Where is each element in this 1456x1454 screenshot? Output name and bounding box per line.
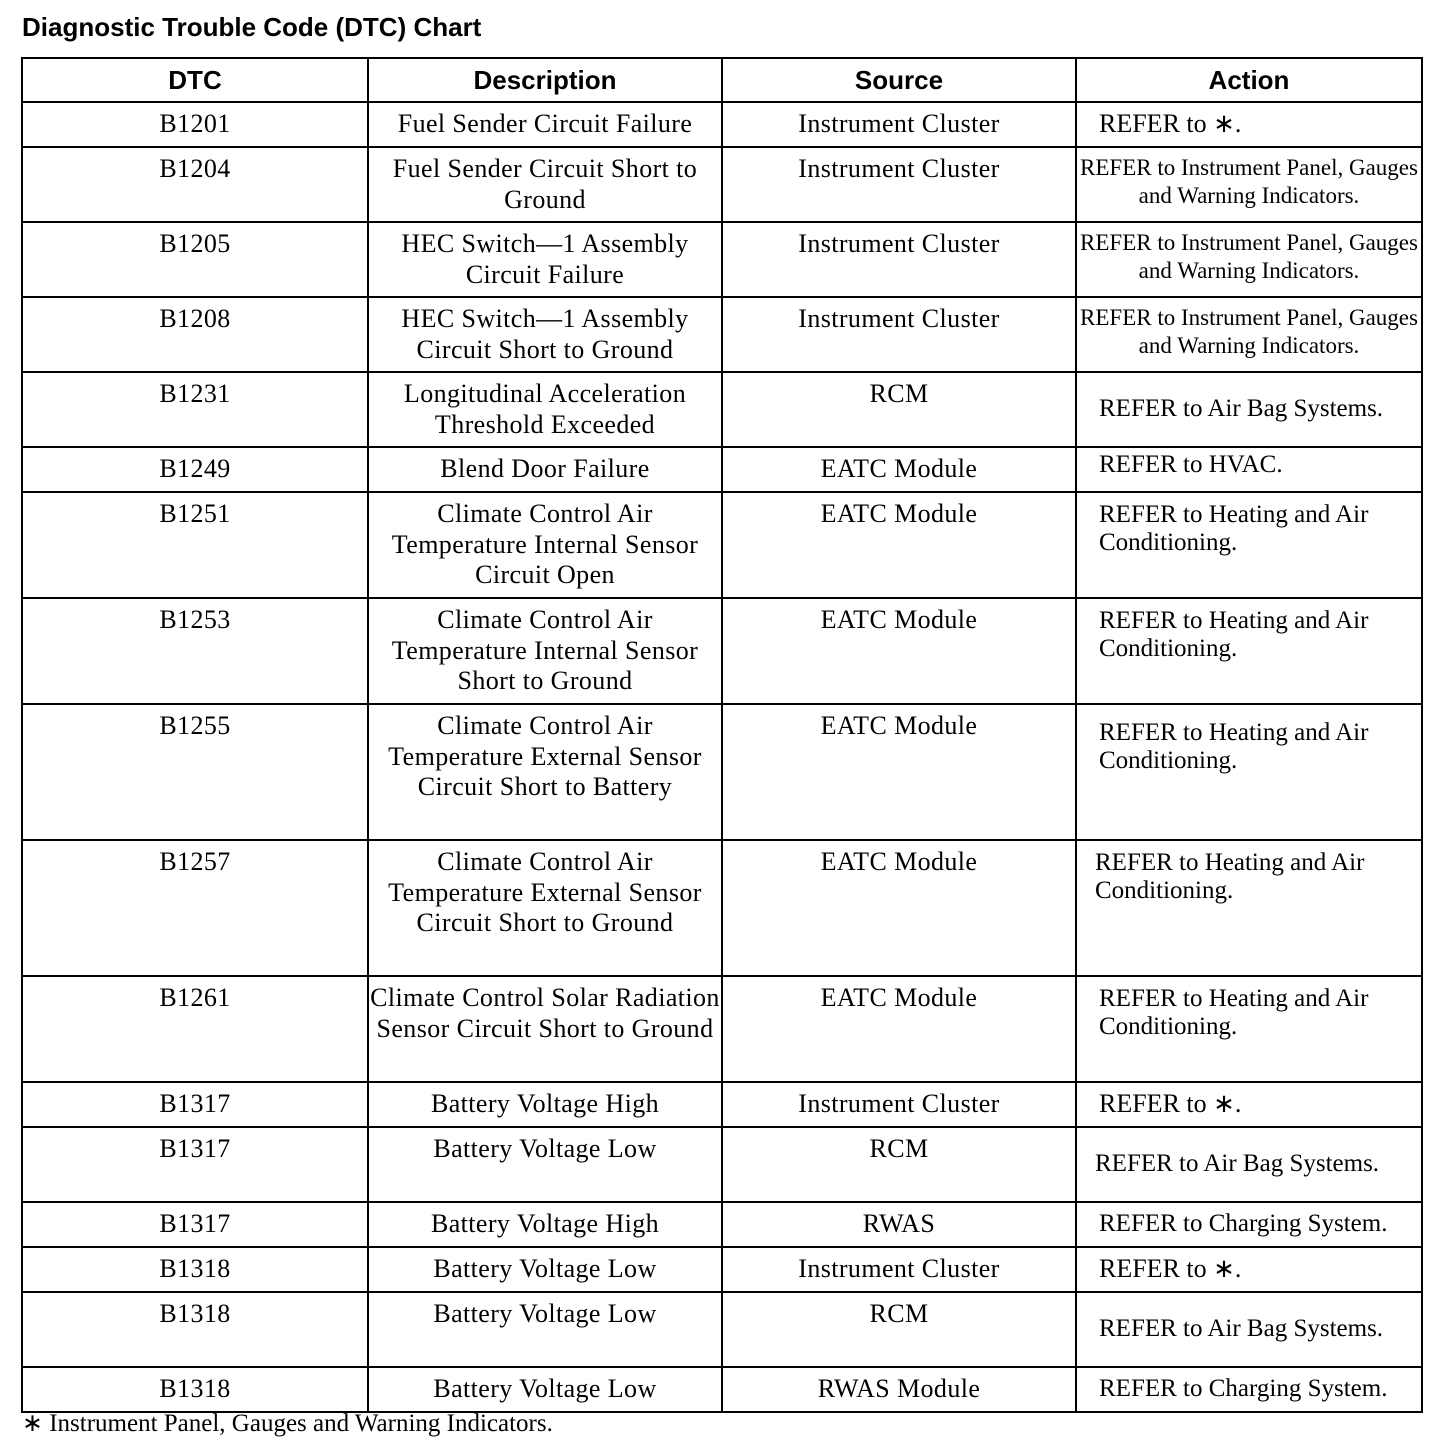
action-cell: REFER to Air Bag Systems. [1076, 1292, 1422, 1367]
source-cell: EATC Module [722, 976, 1076, 1082]
description-cell: Longitudinal Acceleration Threshold Exceeded [368, 372, 722, 447]
description-cell: Fuel Sender Circuit Short to Ground [368, 147, 722, 222]
page-title: Diagnostic Trouble Code (DTC) Chart [22, 12, 482, 42]
source-cell: RCM [722, 372, 1076, 447]
action-cell: REFER to Instrument Panel, Gauges and Warning Indicators. [1076, 147, 1422, 222]
footnote: ∗ Instrument Panel, Gauges and Warning Indicators. [22, 1410, 553, 1437]
action-cell: REFER to ∗. [1076, 1082, 1422, 1127]
table-row [22, 976, 1422, 1082]
action-cell: REFER to ∗. [1076, 1247, 1422, 1292]
source-cell: Instrument Cluster [722, 1082, 1076, 1127]
source-cell: RCM [722, 1127, 1076, 1202]
description-cell: Climate Control Air Temperature Internal Sensor Circuit Open [368, 492, 722, 598]
dtc-cell: B1201 [22, 102, 368, 147]
dtc-cell: B1318 [22, 1367, 368, 1412]
description-cell: Blend Door Failure [368, 447, 722, 492]
table-row [22, 1247, 1422, 1292]
description-cell: HEC Switch—1 Assembly Circuit Short to Ground [368, 297, 722, 372]
description-cell: Fuel Sender Circuit Failure [368, 102, 722, 147]
dtc-cell: B1231 [22, 372, 368, 447]
table-row [22, 1367, 1422, 1412]
dtc-cell: B1317 [22, 1202, 368, 1247]
description-cell: Climate Control Air Temperature External Sensor Circuit Short to Battery [368, 704, 722, 840]
action-cell: REFER to Air Bag Systems. [1076, 372, 1422, 447]
dtc-cell: B1318 [22, 1292, 368, 1367]
table-row [22, 840, 1422, 976]
table-row [22, 492, 1422, 598]
source-cell: Instrument Cluster [722, 1247, 1076, 1292]
dtc-cell: B1317 [22, 1082, 368, 1127]
dtc-cell: B1317 [22, 1127, 368, 1202]
table-row [22, 1202, 1422, 1247]
description-cell: Battery Voltage Low [368, 1367, 722, 1412]
dtc-cell: B1255 [22, 704, 368, 840]
action-cell: REFER to ∗. [1076, 102, 1422, 147]
dtc-cell: B1208 [22, 297, 368, 372]
dtc-cell: B1204 [22, 147, 368, 222]
table-row [22, 147, 1422, 222]
table-row [22, 598, 1422, 704]
dtc-cell: B1253 [22, 598, 368, 704]
description-cell: Battery Voltage High [368, 1082, 722, 1127]
table-row [22, 372, 1422, 447]
description-cell: HEC Switch—1 Assembly Circuit Failure [368, 222, 722, 297]
dtc-cell: B1318 [22, 1247, 368, 1292]
column-header-description: Description [368, 58, 722, 102]
source-cell: EATC Module [722, 704, 1076, 840]
table-row [22, 447, 1422, 492]
source-cell: EATC Module [722, 840, 1076, 976]
table-row [22, 1292, 1422, 1367]
action-cell: REFER to Air Bag Systems. [1076, 1127, 1422, 1202]
table-row [22, 222, 1422, 297]
description-cell: Battery Voltage Low [368, 1127, 722, 1202]
table-row [22, 704, 1422, 840]
table-row [22, 102, 1422, 147]
action-cell: REFER to Charging System. [1076, 1367, 1422, 1412]
source-cell: Instrument Cluster [722, 147, 1076, 222]
table-row [22, 1082, 1422, 1127]
source-cell: RWAS [722, 1202, 1076, 1247]
dtc-cell: B1257 [22, 840, 368, 976]
source-cell: EATC Module [722, 447, 1076, 492]
description-cell: Battery Voltage Low [368, 1247, 722, 1292]
column-header-source: Source [722, 58, 1076, 102]
source-cell: EATC Module [722, 598, 1076, 704]
action-cell: REFER to Heating and Air Conditioning. [1076, 598, 1422, 704]
description-cell: Climate Control Air Temperature Internal Sensor Short to Ground [368, 598, 722, 704]
source-cell: RCM [722, 1292, 1076, 1367]
dtc-cell: B1261 [22, 976, 368, 1082]
source-cell: EATC Module [722, 492, 1076, 598]
action-cell: REFER to Charging System. [1076, 1202, 1422, 1247]
table-header-row [22, 58, 1422, 102]
dtc-table [21, 57, 1423, 1413]
action-cell: REFER to Heating and Air Conditioning. [1076, 704, 1422, 840]
table-row [22, 297, 1422, 372]
description-cell: Battery Voltage Low [368, 1292, 722, 1367]
source-cell: RWAS Module [722, 1367, 1076, 1412]
action-cell: REFER to HVAC. [1076, 447, 1422, 492]
dtc-cell: B1251 [22, 492, 368, 598]
table-row [22, 1127, 1422, 1202]
description-cell: Climate Control Solar Radiation Sensor Circuit Short to Ground [368, 976, 722, 1082]
dtc-cell: B1249 [22, 447, 368, 492]
column-header-dtc: DTC [22, 58, 368, 102]
dtc-cell: B1205 [22, 222, 368, 297]
action-cell: REFER to Heating and Air Conditioning. [1076, 976, 1422, 1082]
action-cell: REFER to Heating and Air Conditioning. [1076, 840, 1422, 976]
action-cell: REFER to Instrument Panel, Gauges and Warning Indicators. [1076, 222, 1422, 297]
source-cell: Instrument Cluster [722, 297, 1076, 372]
description-cell: Climate Control Air Temperature External Sensor Circuit Short to Ground [368, 840, 722, 976]
source-cell: Instrument Cluster [722, 222, 1076, 297]
action-cell: REFER to Instrument Panel, Gauges and Warning Indicators. [1076, 297, 1422, 372]
source-cell: Instrument Cluster [722, 102, 1076, 147]
description-cell: Battery Voltage High [368, 1202, 722, 1247]
action-cell: REFER to Heating and Air Conditioning. [1076, 492, 1422, 598]
column-header-action: Action [1076, 58, 1422, 102]
